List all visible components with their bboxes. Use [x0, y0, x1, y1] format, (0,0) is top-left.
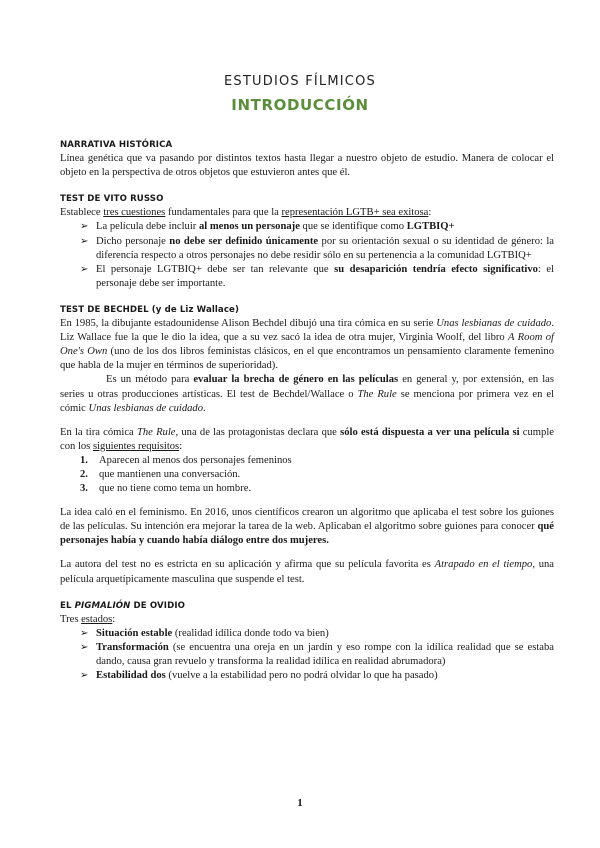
section-narrativa: [60, 138, 554, 180]
list-item: 3. que no tiene como tema un hombre.: [80, 483, 252, 495]
paragraph: Línea genética que va pasando por distintos textos hasta llegar a nuestro objeto de estudio. Manera de colocar el objeto en la perspectiva de otros objetos que estuvieron antes que él.: [60, 153, 554, 179]
section-heading: NARRATIVA HISTÓRICA: [60, 140, 173, 150]
list-item: ➢ Transformación (se encuentra una oreja en un jardín y eso rompe con la idílica realidad que se estaba dando, causa gran revuelo y transforma la realidad idílica en realidad abrumadora): [80, 641, 554, 667]
bullet-list: [60, 627, 554, 683]
paragraph: La idea caló en el feminismo. En 2016, unos científicos crearon un algoritmo que aplicaba el test sobre los guiones de las películas. Su intención era mejorar la tarea de la web. Aplicaban el algoritmo sobre guiones para conocer qué personajes había y cuando había diálogo entre dos mujeres.: [60, 507, 554, 547]
arrow-bullet-icon: ➢: [80, 221, 89, 233]
section-heading: TEST DE BECHDEL (y de Liz Wallace): [60, 304, 239, 315]
course-name: ESTUDIOS FÍLMICOS: [224, 74, 376, 89]
bullet-list: [60, 220, 554, 290]
paragraph: Es un método para evaluar la brecha de género en las películas en general y, por extensión, en las series u otras producciones artísticas. El test de Bechdel/Wallace o The Rule se menciona por primera vez en el cómic Unas lesbianas de cuidado.: [60, 374, 554, 414]
arrow-bullet-icon: ➢: [80, 670, 89, 682]
paragraph: Establece tres cuestiones fundamentales para que la representación LGTB+ sea exitosa:: [60, 207, 432, 219]
list-item: 1. Aparecen al menos dos personajes femeninos: [80, 454, 292, 466]
page-number: 1: [297, 797, 303, 809]
document-body: [60, 138, 554, 695]
numbered-list: [60, 454, 554, 496]
list-item: ➢ Situación estable (realidad idílica donde todo va bien): [80, 627, 554, 641]
list-item: ➢ Estabilidad dos (vuelve a la estabilidad pero no podrá olvidar lo que ha pasado): [80, 669, 554, 683]
section-pigmalion: [60, 599, 554, 684]
section-vito-russo: [60, 192, 554, 291]
list-item: 2. que mantienen una conversación.: [80, 468, 241, 480]
list-item: ➢ Dicho personaje no debe ser definido únicamente por su orientación sexual o su identidad de género: la diferencia respecto a otros personajes no debe residir sólo en su pertenencia a la comunidad LGTBIQ+: [80, 235, 554, 261]
arrow-bullet-icon: ➢: [80, 263, 89, 275]
section-bechdel: [60, 303, 554, 587]
arrow-bullet-icon: ➢: [80, 641, 89, 653]
arrow-bullet-icon: ➢: [80, 235, 89, 247]
arrow-bullet-icon: ➢: [80, 627, 89, 639]
page-title: INTRODUCCIÓN: [231, 96, 369, 114]
section-heading: TEST DE VITO RUSSO: [60, 194, 164, 205]
paragraph: La autora del test no es estricta en su aplicación y afirma que su película favorita es Atrapado en el tiempo, una película arquetípicamente masculina que suspende el test.: [60, 559, 555, 585]
section-heading: EL PIGMALIÓN DE OVIDIO: [60, 600, 186, 611]
paragraph: En 1985, la dibujante estadounidense Alison Bechdel dibujó una tira cómica en su serie Unas lesbianas de cuidado. Liz Wallace fue la que le dio la idea, que a su vez sacó la idea de otra mujer, Virginia Woolf, del libro A Room of One's Own (uno de los dos libros feministas clásicos, en el que encontramos un pensamiento claramente femenino que habla de la mujer en términos de superioridad).: [60, 318, 554, 372]
list-item: ➢ La película debe incluir al menos un personaje que se identifique como LGTBIQ+: [80, 220, 554, 234]
paragraph: En la tira cómica The Rule, una de las protagonistas declara que sólo está dispuesta a ver una película si cumple con los siguientes requisitos:: [60, 426, 554, 452]
paragraph: Tres estados:: [60, 613, 116, 625]
list-item: ➢ El personaje LGTBIQ+ debe ser tan relevante que su desaparición tendría efecto significativo: el personaje debe ser importante.: [80, 263, 554, 289]
